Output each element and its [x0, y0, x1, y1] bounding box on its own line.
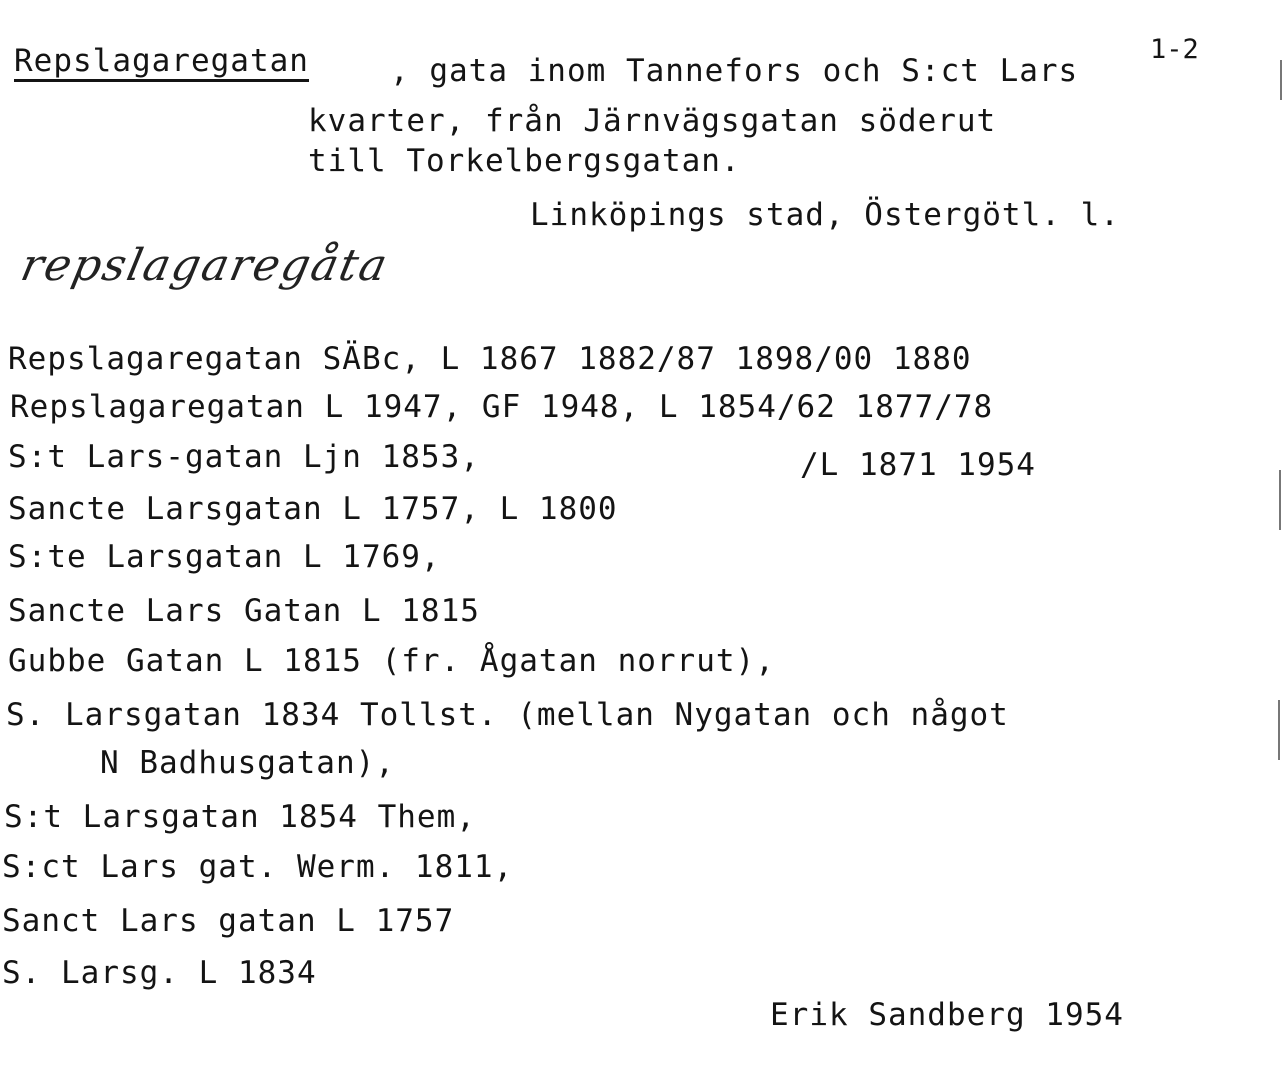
scan-speck [1278, 700, 1280, 760]
entry-line: S. Larsg. L 1834 [2, 955, 317, 991]
entry-line: S:t Lars-gatan Ljn 1853, [8, 439, 480, 475]
entry-line: N Badhusgatan), [100, 745, 395, 781]
entry-line: S. Larsgatan 1834 Tollst. (mellan Nygatan och något [6, 697, 1009, 733]
header-line-3: till Torkelbergsgatan. [308, 143, 741, 179]
handwritten-dialect-form: repslagaregåta [16, 240, 394, 291]
scan-speck [1280, 60, 1282, 100]
entry-line: Gubbe Gatan L 1815 (fr. Ågatan norrut), [8, 643, 775, 679]
entry-line: Sancte Lars Gatan L 1815 [8, 593, 480, 629]
headword: Repslagaregatan [14, 46, 309, 82]
entry-line: Repslagaregatan SÄBc, L 1867 1882/87 1898/00 1880 [8, 341, 972, 377]
entry-line: /L 1871 1954 [800, 447, 1036, 483]
section-fraction: 1-2 [1150, 34, 1199, 65]
entry-line: Sancte Larsgatan L 1757, L 1800 [8, 491, 618, 527]
entry-line: S:te Larsgatan L 1769, [8, 539, 441, 575]
entry-line: Sanct Lars gatan L 1757 [2, 903, 455, 939]
entry-line: S:t Larsgatan 1854 Them, [4, 799, 476, 835]
header-rest: , gata inom Tannefors och S:ct Lars [390, 53, 1079, 89]
header-line-2: kvarter, från Järnvägsgatan söderut [308, 103, 997, 139]
signature: Erik Sandberg 1954 [770, 997, 1124, 1033]
scan-speck [1279, 470, 1281, 530]
entry-line: S:ct Lars gat. Werm. 1811, [2, 849, 514, 885]
header-line-4: Linköpings stad, Östergötl. l. [530, 197, 1120, 233]
entry-line: Repslagaregatan L 1947, GF 1948, L 1854/62 1877/78 [10, 389, 994, 425]
